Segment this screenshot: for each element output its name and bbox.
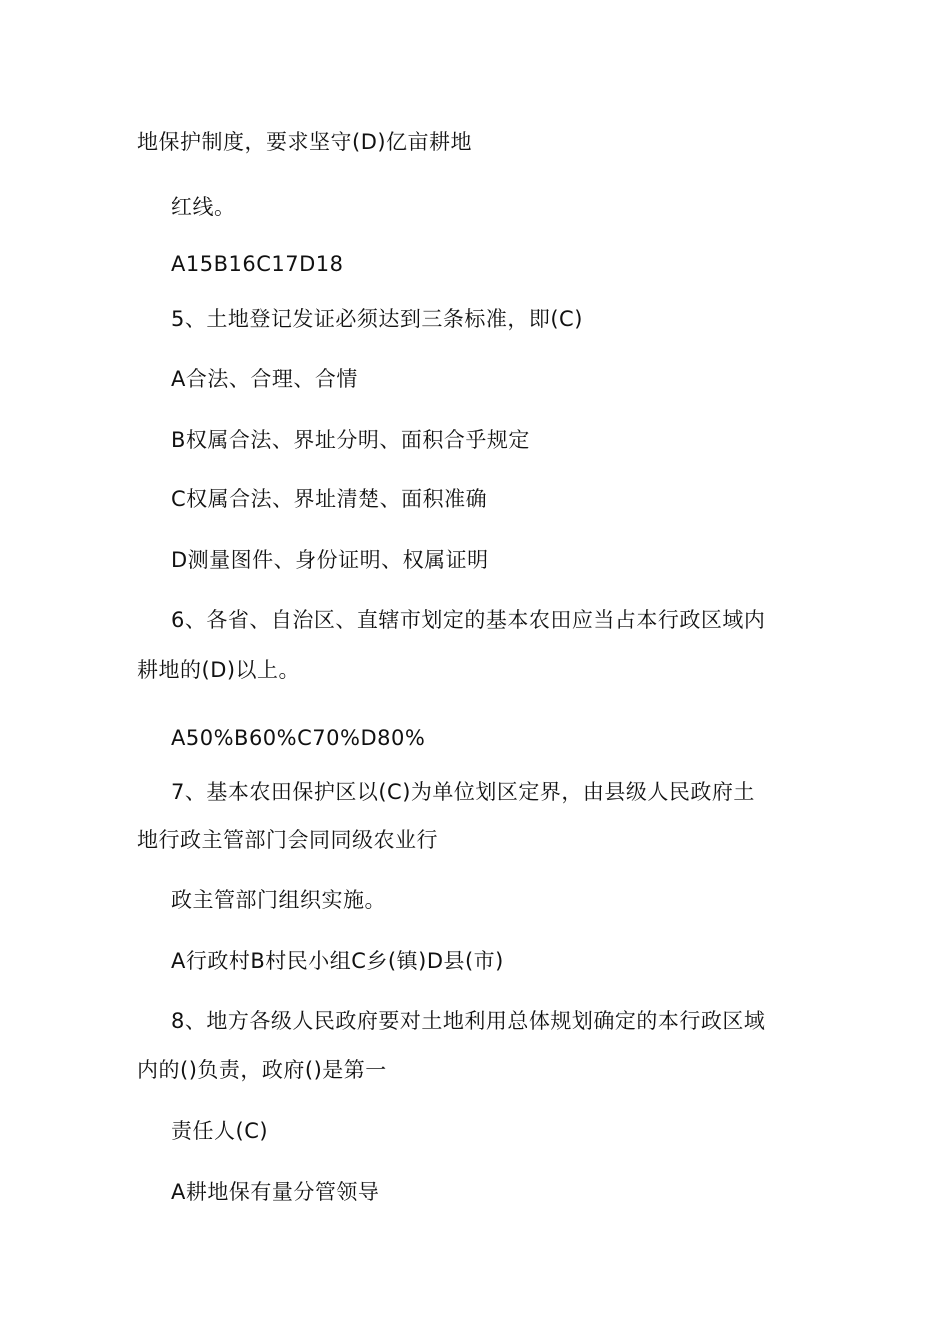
- question-5: 5、土地登记发证必须达到三条标准，即(C): [171, 307, 583, 331]
- answer-options: A行政村B村民小组C乡(镇)D县(市): [171, 949, 504, 973]
- option-a: A耕地保有量分管领导: [171, 1180, 380, 1204]
- text-line: 红线。: [171, 195, 236, 219]
- question-8: 8、地方各级人民政府要对土地利用总体规划确定的本行政区域: [171, 1009, 766, 1033]
- question-7: 7、基本农田保护区以(C)为单位划区定界，由县级人民政府土: [171, 780, 755, 804]
- question-7-continued: 地行政主管部门会同同级农业行: [137, 828, 438, 852]
- option-d: D测量图件、身份证明、权属证明: [171, 548, 489, 572]
- question-6: 6、各省、自治区、直辖市划定的基本农田应当占本行政区域内: [171, 608, 766, 632]
- option-c: C权属合法、界址清楚、面积准确: [171, 487, 488, 511]
- answer-options: A15B16C17D18: [171, 252, 344, 276]
- question-6-continued: 耕地的(D)以上。: [137, 658, 301, 682]
- question-8-continued: 责任人(C): [171, 1119, 269, 1143]
- question-7-continued: 政主管部门组织实施。: [171, 888, 386, 912]
- question-8-continued: 内的()负责，政府()是第一: [137, 1058, 387, 1082]
- option-a: A合法、合理、合情: [171, 367, 358, 391]
- text-line: 地保护制度，要求坚守(D)亿亩耕地: [137, 130, 473, 154]
- answer-options: A50%B60%C70%D80%: [171, 726, 426, 750]
- option-b: B权属合法、界址分明、面积合乎规定: [171, 428, 530, 452]
